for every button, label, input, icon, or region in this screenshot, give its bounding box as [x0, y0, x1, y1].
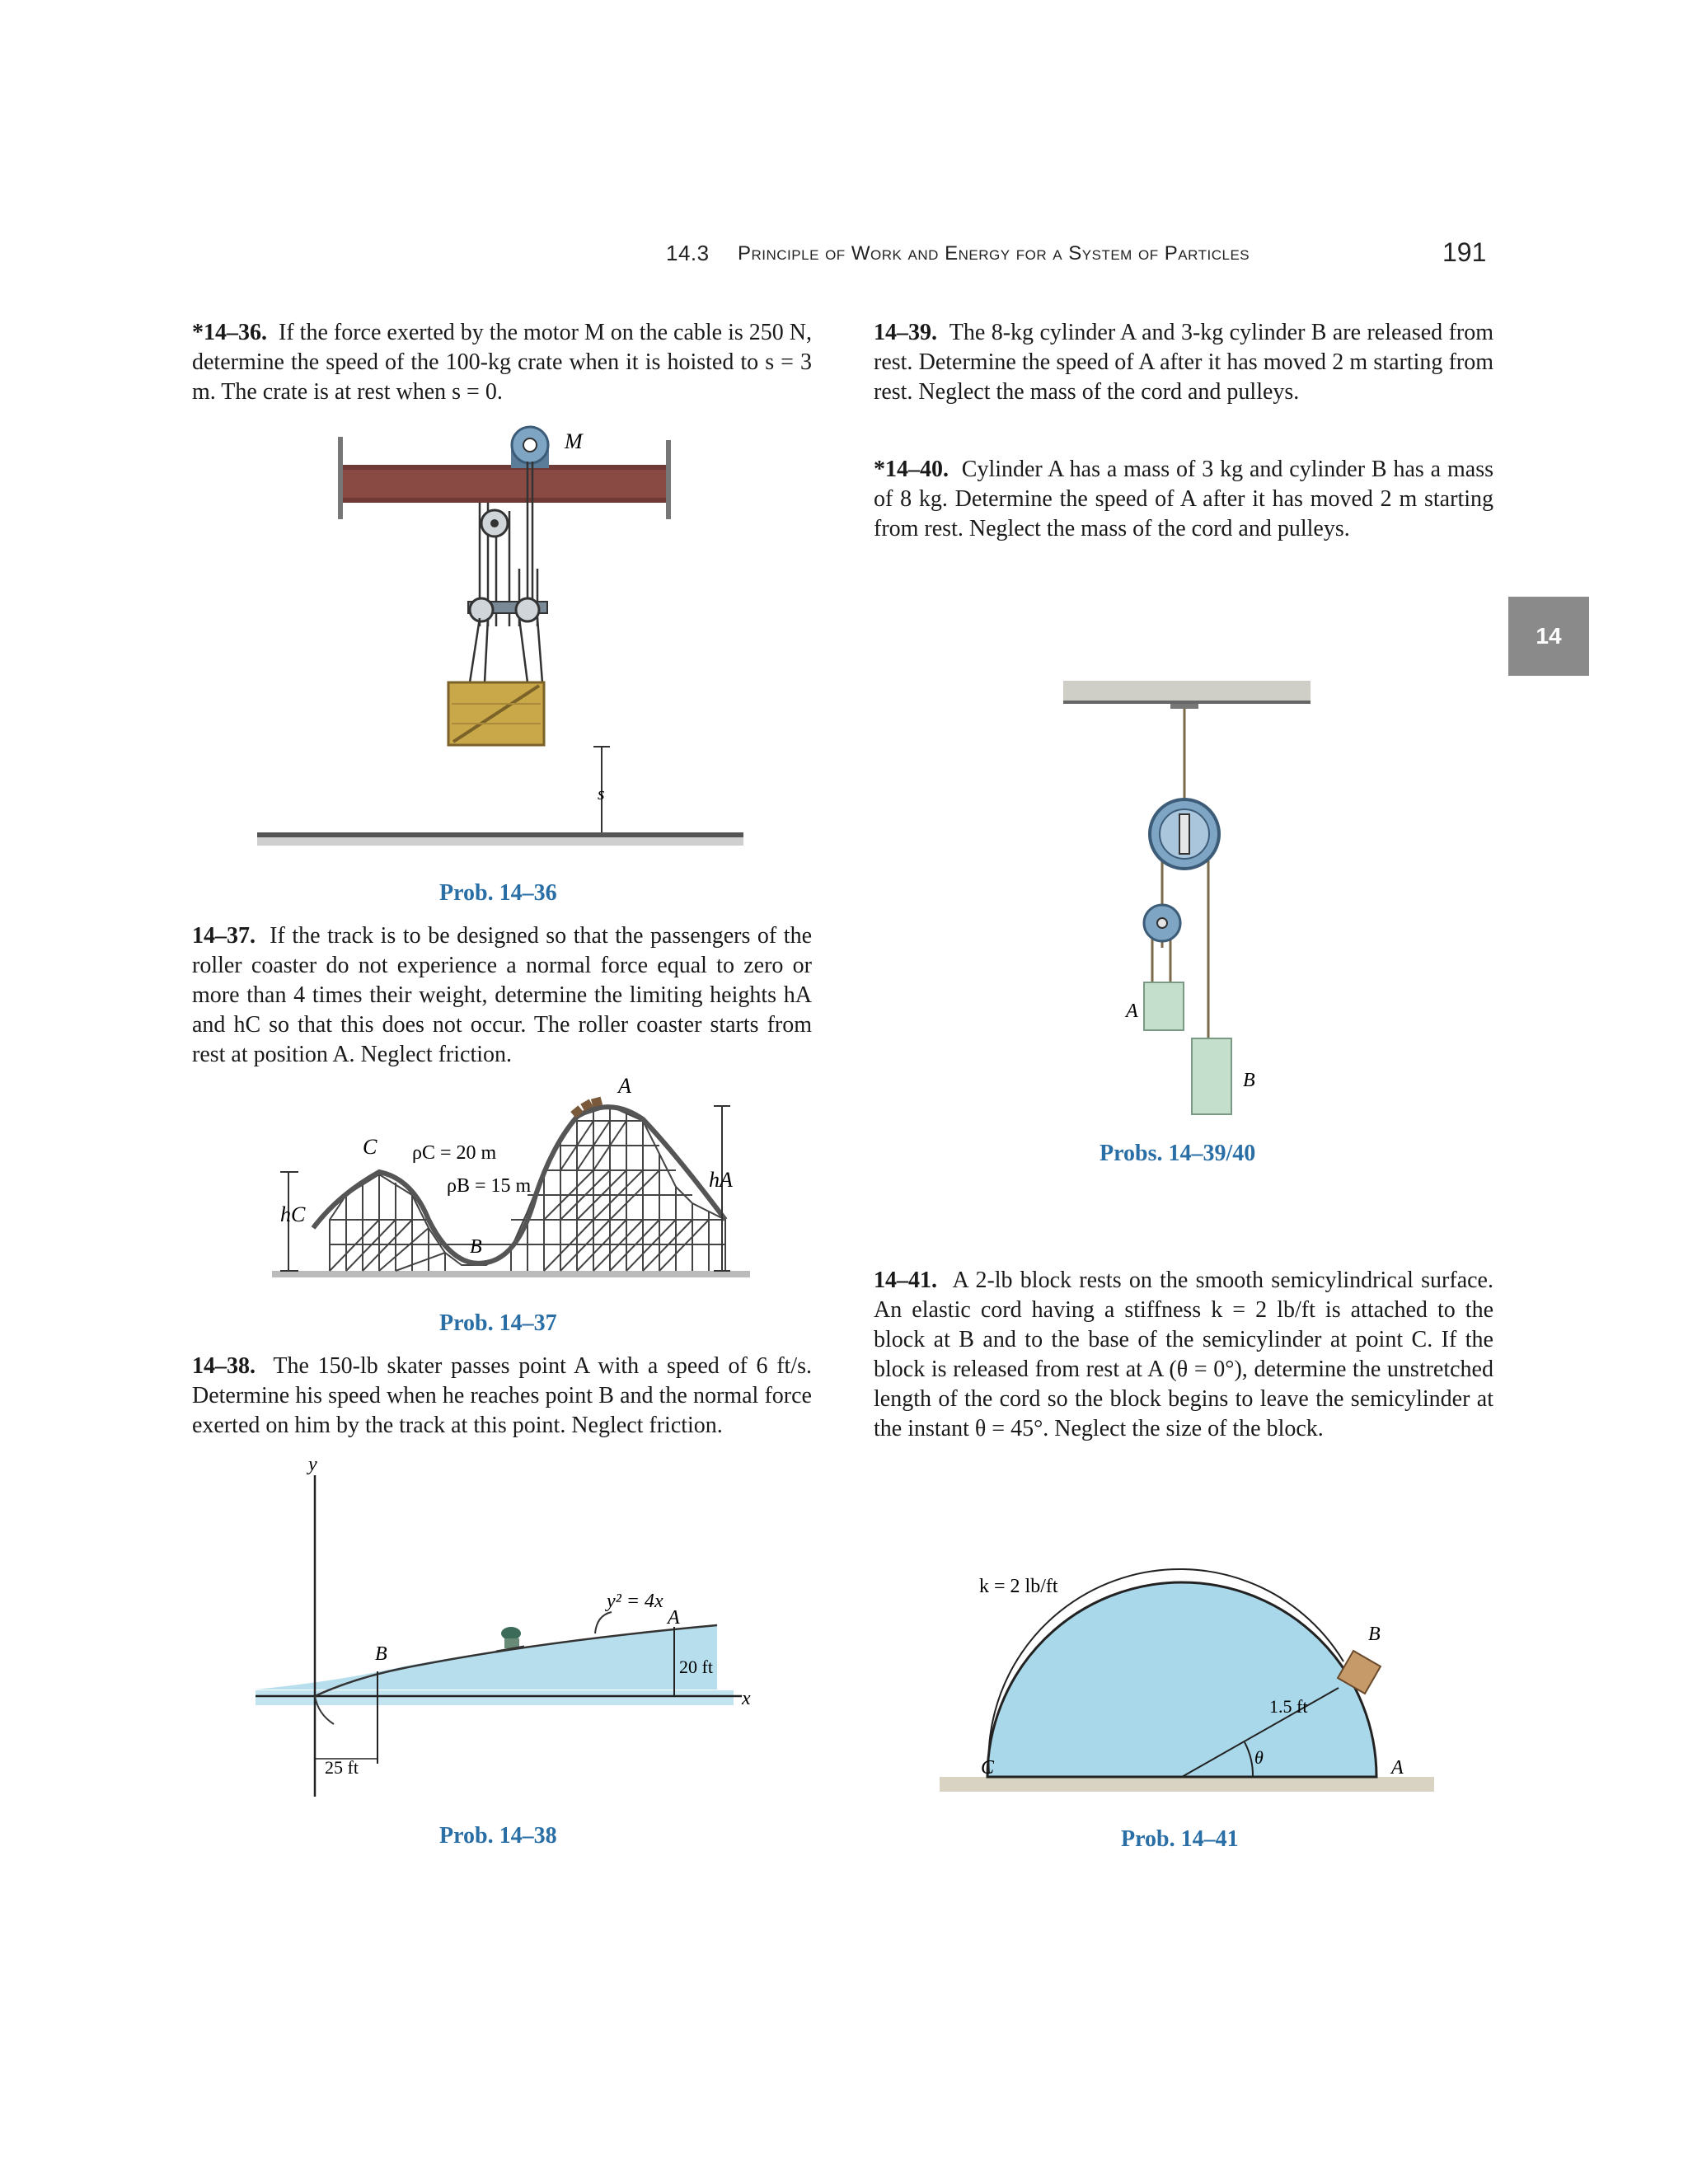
figure-14-41: [931, 1558, 1442, 1805]
theta-label: θ: [1254, 1747, 1264, 1768]
chapter-tab[interactable]: 14: [1508, 597, 1589, 676]
ramp: [256, 1625, 717, 1690]
problem-text: Cylinder A has a mass of 3 kg and cylinder B has a mass of 8 kg. Determine the speed of A after it has moved 2 m starting from rest. Neglect the mass of the cord and pulleys.: [874, 457, 1493, 541]
caption-14-38: Prob. 14–38: [439, 1823, 557, 1849]
figure-14-38: [239, 1451, 783, 1830]
y-axis-label: y: [308, 1454, 317, 1475]
cylinder-B: [1192, 1038, 1231, 1114]
page-number: 191: [1442, 237, 1487, 267]
slings: [470, 618, 542, 682]
semicylinder: [987, 1582, 1376, 1777]
s-label: s: [598, 783, 605, 804]
dim-20ft-label: 20 ft: [679, 1657, 713, 1677]
problem-number: 14–38.: [192, 1353, 256, 1379]
problem-text: The 150-lb skater passes point A with a speed of 6 ft/s. Determine his speed when he reaches point B and the normal force exerted on him by the track at this point. Neglect friction.: [192, 1353, 812, 1438]
x-axis-label: x: [742, 1688, 751, 1709]
problem-text: The 8-kg cylinder A and 3-kg cylinder B are released from rest. Determine the speed of A after it has moved 2 m starting from rest. Neglect the mass of the cord and pulleys.: [874, 320, 1493, 405]
point-B-label: B: [470, 1236, 482, 1258]
hA-label: hA: [709, 1168, 733, 1192]
problem-14-41: [874, 1266, 1493, 1444]
caption-14-41: Prob. 14–41: [1121, 1826, 1239, 1852]
ceiling: [1063, 681, 1311, 704]
rhoC-label: ρC = 20 m: [412, 1142, 497, 1164]
figure-14-37: [264, 1071, 775, 1310]
problem-14-37: [192, 921, 812, 1070]
problem-text: A 2-lb block rests on the smooth semicylindrical surface. An elastic cord having a stiffness k = 2 lb/ft is attached to the block at B and to the base of the semicylinder at point C. If the block is released from rest at A (θ = 0°), determine the unstretched length of the cord so the block begins to leave the semicylinder at the instant θ = 45°. Neglect the size of the block.: [874, 1268, 1493, 1441]
ground: [272, 1271, 750, 1277]
rhoB-label: ρB = 15 m: [447, 1175, 532, 1197]
point-C-label: C: [981, 1757, 995, 1779]
point-A-label: A: [618, 1074, 631, 1098]
figure-14-39-40: [1055, 676, 1319, 1121]
problem-text: If the force exerted by the motor M on the cable is 250 N, determine the speed of the 100-kg crate when it is hoisted to s = 3 m. The crate is at rest when s = 0.: [192, 320, 812, 405]
problem-number: 14–37.: [192, 923, 256, 949]
ground: [257, 832, 743, 837]
ground: [940, 1777, 1434, 1792]
problem-14-39: [874, 318, 1493, 407]
section-number: 14.3: [666, 241, 710, 265]
problem-text: If the track is to be designed so that the passengers of the roller coaster do not experience a normal force equal to zero or more than 4 times their weight, determine the limiting heights hA and hC so that this does not occur. The roller coaster starts from rest at position A. Neglect friction.: [192, 923, 812, 1067]
problem-number: 14–39.: [874, 320, 937, 345]
caption-14-39-40: Probs. 14–39/40: [1100, 1141, 1256, 1166]
skater: [496, 1627, 524, 1652]
problem-14-40: [874, 455, 1493, 544]
movable-pulley: [1144, 905, 1180, 941]
lower-pulley-block: [468, 598, 547, 621]
caption-14-37: Prob. 14–37: [439, 1310, 557, 1336]
problem-14-38: [192, 1352, 812, 1441]
radius-label: 1.5 ft: [1269, 1696, 1308, 1717]
crate: [448, 682, 544, 745]
cylinder-A: [1144, 982, 1184, 1030]
stiffness-label: k = 2 lb/ft: [979, 1576, 1058, 1597]
point-C-label: C: [363, 1135, 377, 1159]
motor-label: M: [565, 429, 583, 453]
i-beam: [343, 466, 666, 501]
point-B-label: B: [375, 1643, 387, 1665]
caption-14-36: Prob. 14–36: [439, 880, 557, 906]
curve-equation: y² = 4x: [607, 1591, 663, 1612]
point-A-label: A: [1391, 1757, 1404, 1779]
cylinder-A-label: A: [1126, 1001, 1138, 1022]
point-A-label: A: [668, 1607, 680, 1629]
section-title: Principle of Work and Energy for a System of Particles: [738, 242, 1250, 265]
fixed-pulley: [1150, 799, 1219, 869]
hC-label: hC: [280, 1202, 306, 1226]
figure-14-36: [247, 420, 775, 865]
point-B-label: B: [1368, 1624, 1381, 1645]
problem-number: *14–40.: [874, 457, 949, 482]
motor: [511, 427, 549, 468]
problem-number: *14–36.: [192, 320, 267, 345]
left-wall: [338, 437, 343, 519]
cylinder-B-label: B: [1243, 1070, 1255, 1091]
problem-14-36: [192, 318, 812, 407]
right-wall: [666, 440, 671, 519]
problem-number: 14–41.: [874, 1268, 937, 1293]
dim-25ft-label: 25 ft: [325, 1757, 359, 1778]
